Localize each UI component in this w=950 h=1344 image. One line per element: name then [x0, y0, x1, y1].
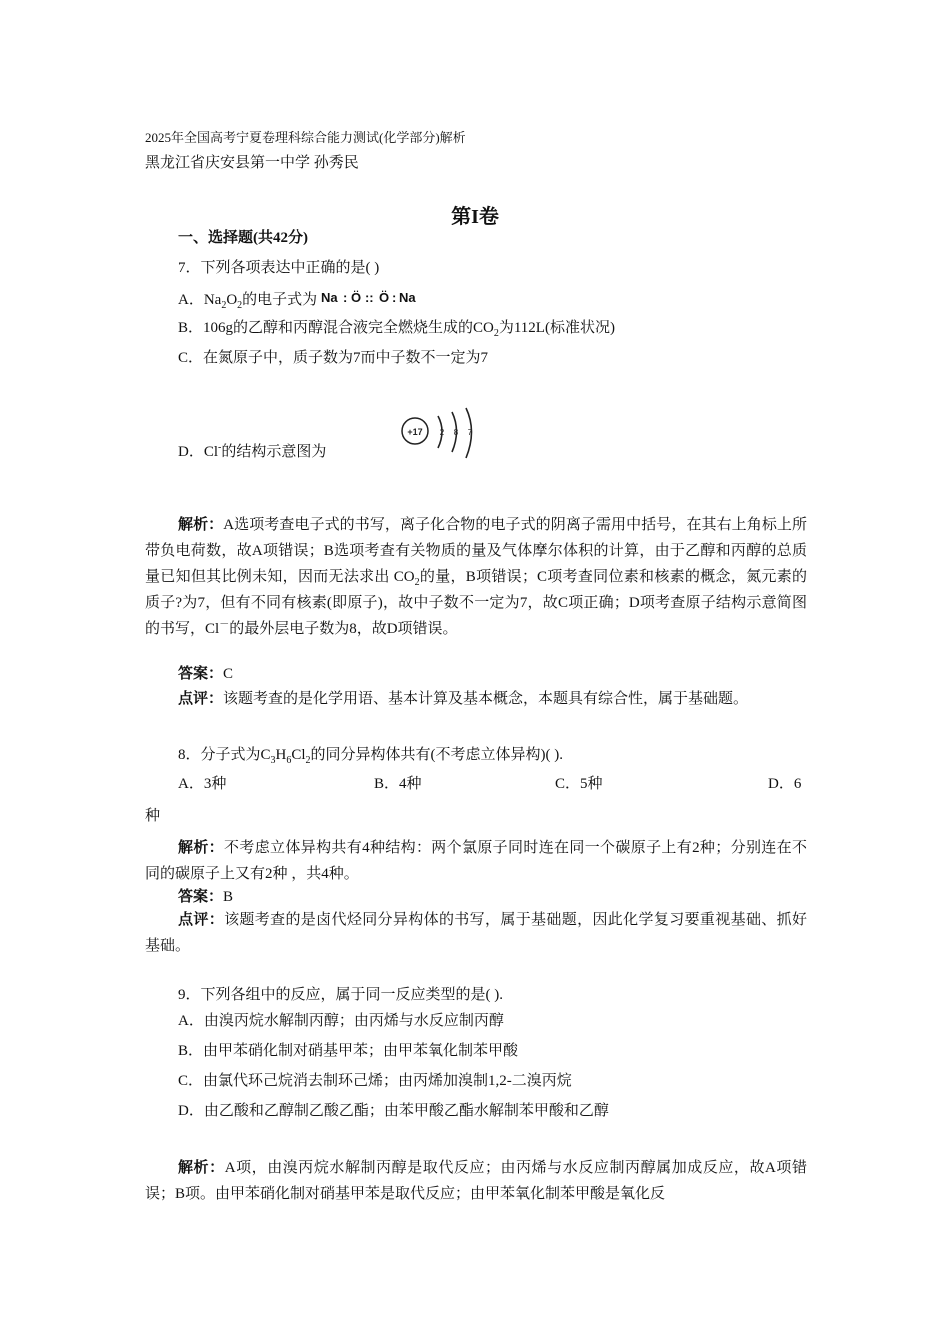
header-line-1: 2025年全国高考宁夏卷理科综合能力测试(化学部分)解析	[145, 130, 466, 145]
q8-answer: 答案：B	[178, 889, 234, 905]
q9-analysis: 解析：A项，由溴丙烷水解制丙醇是取代反应；由丙烯与水反应制丙醇属加成反应，故A项错误；B项。由甲苯硝化制对硝基甲苯是取代反应；由甲苯氧化制苯甲酸是氧化反	[145, 1160, 807, 1202]
q7-option-c: C．在氮原子中，质子数为7而中子数不一定为7	[178, 350, 489, 366]
q7-option-a: A．$Na_2O_2$的电子式为 Na : Ö :: Ö : Na	[178, 288, 425, 310]
shell-count-2: 8	[453, 428, 459, 437]
q8-option-c: C．5种	[555, 776, 603, 792]
q7-analysis: 解析：A选项考查电子式的书写，离子化合物的电子式的阴离子需用中括号，在其右上角标上所带负电荷数，故A项错误；B选项考查有关物质的量及气体摩尔体积的计算，由于乙醇和丙醇的总质量已知但其比例未知，因而无法求出 $CO_2$的量，B项错误；C项考查同位素和核素的概念，氮元素的质子?为7，但有不同有核素(即原子)，故中子数不一定为7，故C项正确；D项考查原子结构示意简图的书写，Cl－的最外层电子数为8，故D项错误。	[145, 517, 807, 637]
q7-option-d: D．Cl-的结构示意图为	[178, 442, 327, 460]
q8-option-d: D．6	[768, 776, 802, 792]
q9-option-b: B．由甲苯硝化制对硝基甲苯；由甲苯氧化制苯甲酸	[178, 1043, 519, 1059]
q8-option-a: A．3种	[178, 776, 227, 792]
q8-option-b: B．4种	[374, 776, 422, 792]
electron-formula-image: Na : Ö :: Ö : Na	[320, 290, 416, 305]
q8-stem: 8．分子式为$C_3H_6Cl_2$的同分异构体共有(不考虑立体异构)( ).	[178, 747, 564, 766]
header-line-2: 黑龙江省庆安县第一中学 孙秀民	[145, 155, 359, 171]
shell-count-1: 2	[439, 428, 445, 437]
q9-option-c: C．由氯代环己烷消去制环己烯；由丙烯加溴制1,2-二溴丙烷	[178, 1073, 572, 1089]
q9-option-a: A．由溴丙烷水解制丙醇；由丙烯与水反应制丙醇	[178, 1013, 504, 1029]
cl-ion-structure-diagram	[398, 404, 482, 460]
q8-comment: 点评：该题考查的是卤代烃同分异构体的书写，属于基础题，因此化学复习要重视基础、抓好基础。	[145, 912, 807, 954]
q9-option-d: D．由乙酸和乙醇制乙酸乙酯；由苯甲酸乙酯水解制苯甲酸和乙醇	[178, 1103, 609, 1119]
q7-stem: 7．下列各项表达中正确的是( )	[178, 260, 380, 276]
page-title: 第I卷	[451, 206, 499, 228]
q8-option-d-wrap: 种	[145, 808, 161, 824]
q9-stem: 9．下列各组中的反应，属于同一反应类型的是( ).	[178, 987, 503, 1003]
q8-analysis: 解析：不考虑立体异构共有4种结构：两个氯原子同时连在同一个碳原子上有2种；分别连在不同的碳原子上又有2种 ，共4种。	[145, 840, 807, 882]
q7-option-b: B．106g的乙醇和丙醇混合液完全燃烧生成的$CO_2$为112L(标准状况)	[178, 320, 615, 339]
section-heading: 一、选择题(共42分)	[178, 230, 308, 246]
q7-answer: 答案：C	[178, 666, 234, 682]
shell-count-3: 7	[467, 428, 473, 437]
nucleus-label: +17	[407, 427, 423, 437]
q7-comment: 点评：该题考查的是化学用语、基本计算及基本概念，本题具有综合性，属于基础题。	[178, 691, 749, 707]
